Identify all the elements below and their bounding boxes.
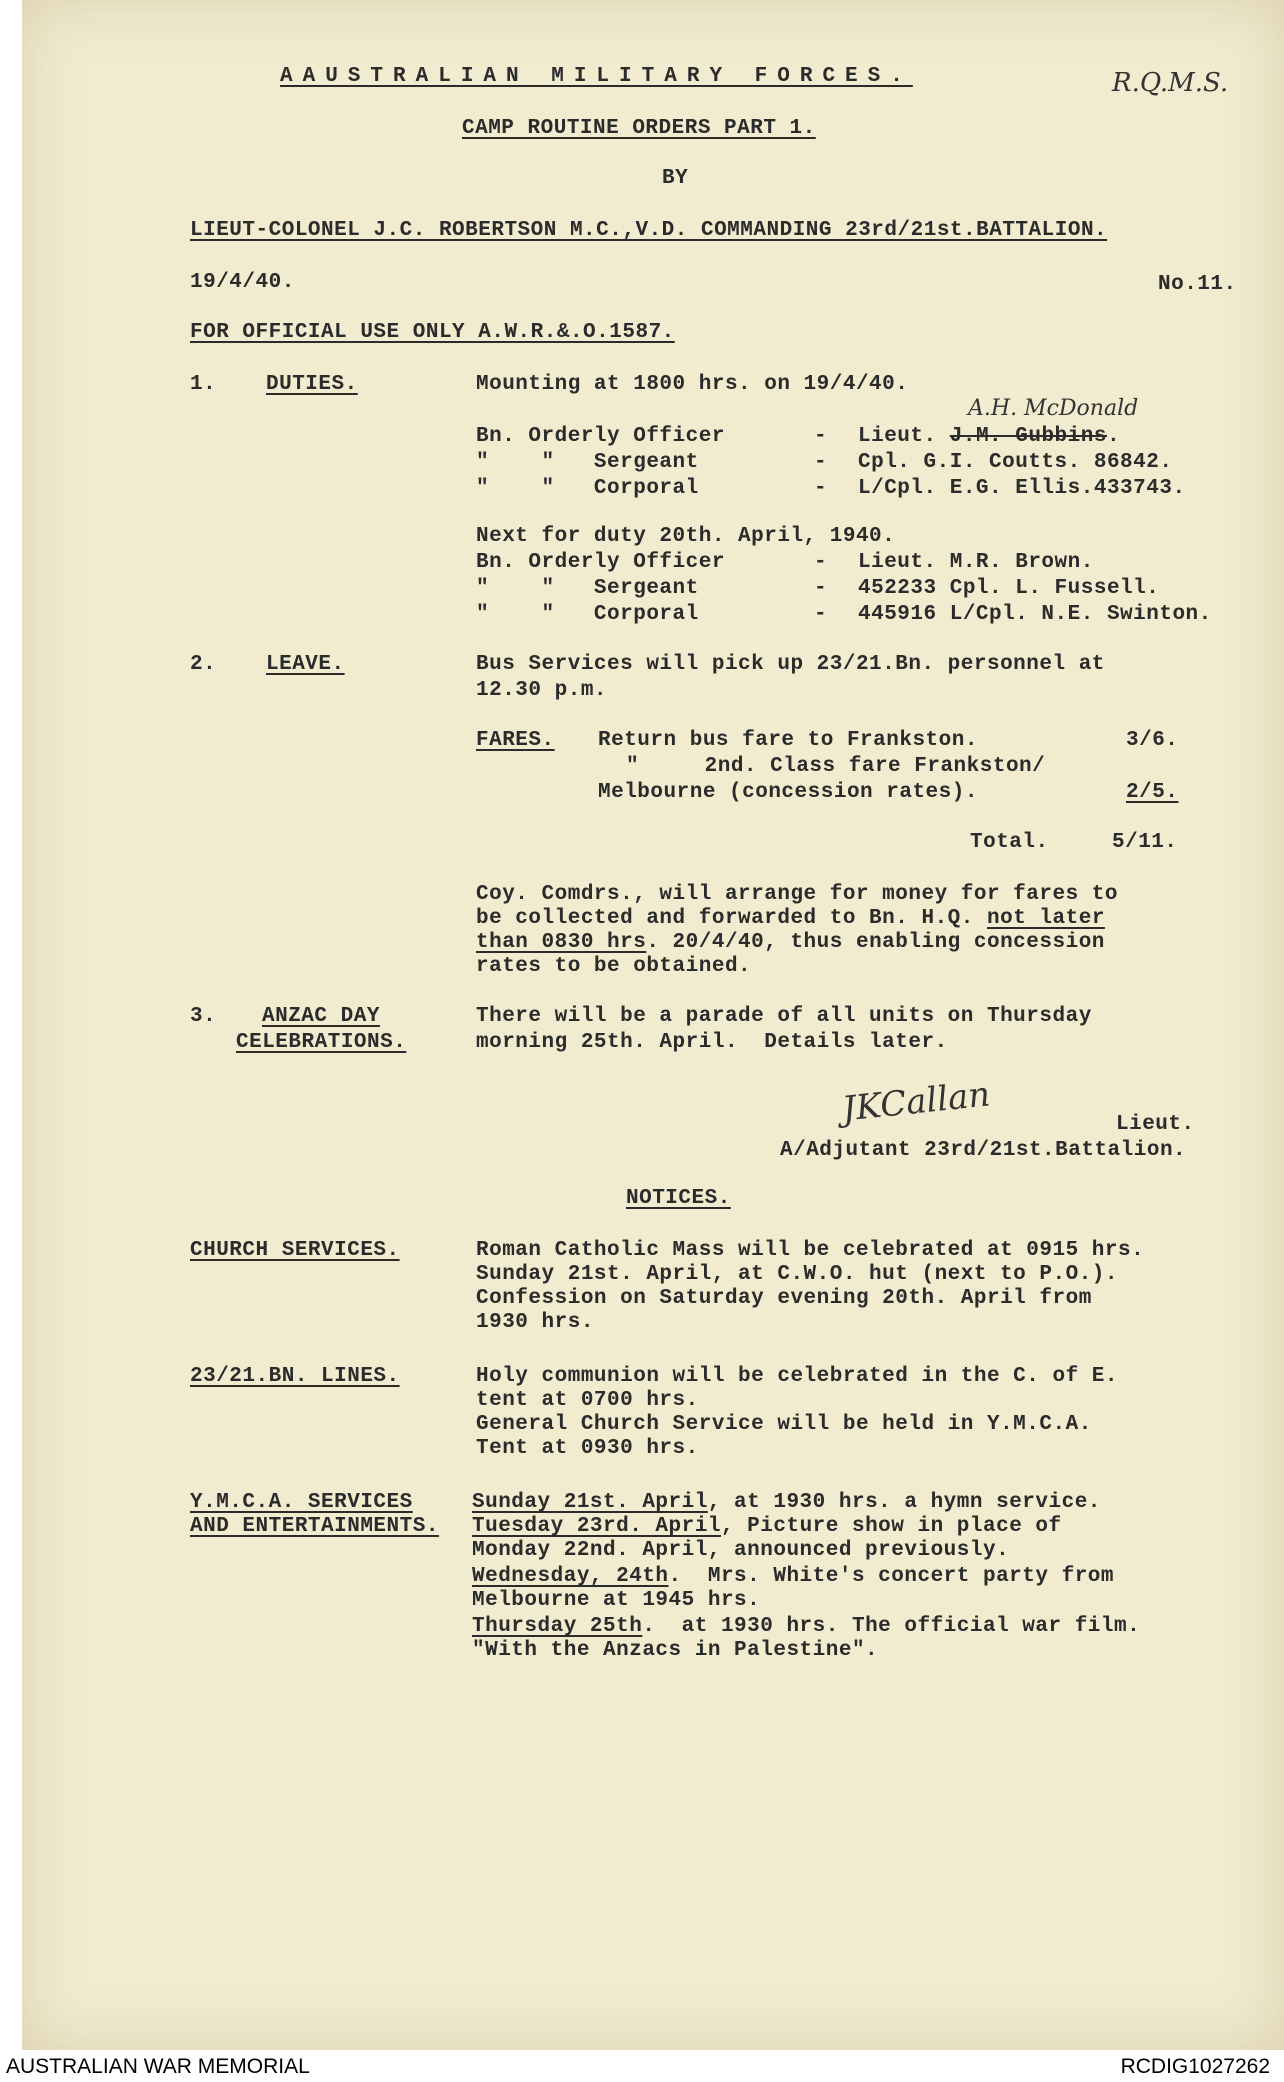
ymca-line: Sunday 21st. April, at 1930 hrs. a hymn service.	[472, 1491, 1101, 1514]
duties-heading: DUTIES.	[266, 373, 358, 396]
duty-dash: -	[814, 551, 828, 574]
duty-role: " " Sergeant	[476, 451, 699, 474]
footer-institution: AUSTRALIAN WAR MEMORIAL	[6, 2055, 310, 2078]
order-number: No.11.	[1158, 273, 1237, 296]
duty-role: Bn. Orderly Officer	[476, 425, 725, 448]
church-line: Sunday 21st. April, at C.W.O. hut (next to P.O.).	[476, 1263, 1119, 1286]
duty-dash: -	[814, 603, 828, 626]
signature-scrawl: JKCallan	[840, 1074, 993, 1130]
church-line: 1930 hrs.	[476, 1311, 594, 1334]
duty-dash: -	[814, 425, 828, 448]
duties-mounting: Mounting at 1800 hrs. on 19/4/40.	[476, 373, 909, 396]
signature-title: A/Adjutant 23rd/21st.Battalion.	[780, 1139, 1187, 1162]
duty-name: L/Cpl. E.G. Ellis.433743.	[858, 477, 1186, 500]
document-title: AAUSTRALIAN MILITARY FORCES.	[280, 65, 913, 88]
ymca-line: Monday 22nd. April, announced previously.	[472, 1539, 1010, 1562]
handwritten-annotation: R.Q.M.S.	[1112, 68, 1229, 98]
duty-dash: -	[814, 577, 828, 600]
duty-role: " " Sergeant	[476, 577, 699, 600]
order-date: 19/4/40.	[190, 271, 295, 294]
lines-line: General Church Service will be held in Y.M.C.A.	[476, 1413, 1092, 1436]
duty-name: Lieut. M.R. Brown.	[858, 551, 1094, 574]
anzac-number: 3.	[190, 1005, 217, 1028]
by-line: BY	[662, 167, 689, 190]
duty-role: " " Corporal	[476, 477, 699, 500]
lines-label: 23/21.BN. LINES.	[190, 1365, 400, 1388]
total-amount: 5/11.	[1112, 831, 1178, 854]
coy-text: Coy. Comdrs., will arrange for money for fares to	[476, 883, 1119, 906]
struck-name: J.M. Gubbins	[949, 425, 1107, 448]
ymca-line: Thursday 25th. at 1930 hrs. The official war film.	[472, 1615, 1141, 1638]
leave-number: 2.	[190, 653, 217, 676]
fare-amount: 3/6.	[1126, 729, 1179, 752]
duty-name: 445916 L/Cpl. N.E. Swinton.	[858, 603, 1212, 626]
handwritten-officer-name: A.H. McDonald	[968, 396, 1139, 421]
commander-line: LIEUT-COLONEL J.C. ROBERTSON M.C.,V.D. COMMANDING 23rd/21st.BATTALION.	[190, 219, 1108, 242]
anzac-text: morning 25th. April. Details later.	[476, 1031, 948, 1054]
leave-text: 12.30 p.m.	[476, 679, 608, 702]
duty-role: " " Corporal	[476, 603, 699, 626]
coy-text: rates to be obtained.	[476, 955, 752, 978]
coy-text: be collected and forwarded to Bn. H.Q. not later	[476, 907, 1105, 930]
church-line: Confession on Saturday evening 20th. April from	[476, 1287, 1092, 1310]
duties-number: 1.	[190, 373, 217, 396]
duty-dash: -	[814, 451, 828, 474]
fare-line: Melbourne (concession rates).	[598, 781, 978, 804]
church-label: CHURCH SERVICES.	[190, 1239, 400, 1262]
fare-line: Return bus fare to Frankston.	[598, 729, 978, 752]
ymca-line: Melbourne at 1945 hrs.	[472, 1589, 761, 1612]
signature-rank: Lieut.	[1116, 1113, 1195, 1136]
ymca-label: AND ENTERTAINMENTS.	[190, 1515, 439, 1538]
archive-footer	[0, 2052, 1284, 2082]
ymca-line: "With the Anzacs in Palestine".	[472, 1639, 879, 1662]
lines-line: Tent at 0930 hrs.	[476, 1437, 699, 1460]
lines-line: Holy communion will be celebrated in the C. of E.	[476, 1365, 1119, 1388]
coy-text: than 0830 hrs. 20/4/40, thus enabling concession	[476, 931, 1105, 954]
church-line: Roman Catholic Mass will be celebrated at 0915 hrs.	[476, 1239, 1145, 1262]
document-page	[22, 0, 1284, 2050]
anzac-text: There will be a parade of all units on Thursday	[476, 1005, 1092, 1028]
classification-line: FOR OFFICIAL USE ONLY A.W.R.&.O.1587.	[190, 321, 675, 344]
duty-name: 452233 Cpl. L. Fussell.	[858, 577, 1160, 600]
ymca-line: Tuesday 23rd. April, Picture show in place of	[472, 1515, 1062, 1538]
duty-role: Bn. Orderly Officer	[476, 551, 725, 574]
leave-text: Bus Services will pick up 23/21.Bn. personnel at	[476, 653, 1105, 676]
document-subtitle: CAMP ROUTINE ORDERS PART 1.	[462, 117, 816, 140]
ymca-line: Wednesday, 24th. Mrs. White's concert party from	[472, 1565, 1115, 1588]
anzac-heading: CELEBRATIONS.	[236, 1031, 407, 1054]
lines-line: tent at 0700 hrs.	[476, 1389, 699, 1412]
notices-heading: NOTICES.	[626, 1187, 731, 1210]
fare-amount: 2/5.	[1126, 781, 1179, 804]
anzac-heading: ANZAC DAY	[262, 1005, 380, 1028]
fares-label: FARES.	[476, 729, 555, 752]
duty-name: Lieut. J.M. Gubbins.	[858, 425, 1121, 448]
ymca-label: Y.M.C.A. SERVICES	[190, 1491, 413, 1514]
footer-record-id: RCDIG1027262	[1120, 2055, 1270, 2078]
duty-dash: -	[814, 477, 828, 500]
duty-name: Cpl. G.I. Coutts. 86842.	[858, 451, 1173, 474]
fare-line: " 2nd. Class fare Frankston/	[626, 755, 1046, 778]
next-duty-line: Next for duty 20th. April, 1940.	[476, 525, 896, 548]
leave-heading: LEAVE.	[266, 653, 345, 676]
total-label: Total.	[970, 831, 1049, 854]
